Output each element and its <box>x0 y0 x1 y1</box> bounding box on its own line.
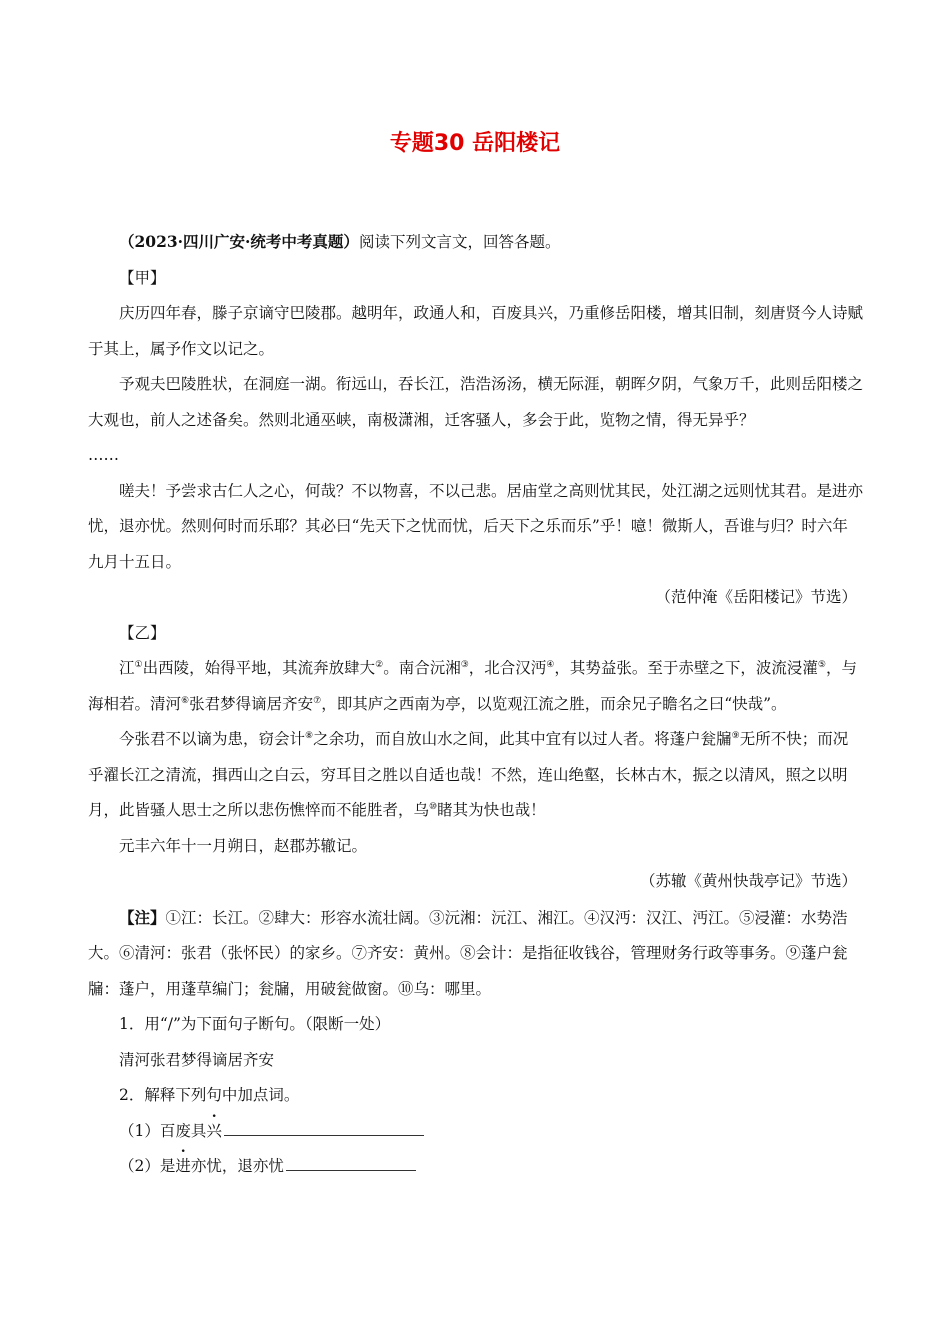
footnote-marker: ⑥ <box>181 695 190 706</box>
exam-source: （2023·四川广安·统考中考真题） <box>119 232 359 251</box>
jia-paragraph-3: 嗟夫！予尝求古仁人之心，何哉？不以物喜，不以己悲。居庙堂之高则忧其民，处江湖之远则忧其君。是进亦忧，退亦忧。然则何时而乐耶？其必曰“先天下之忧而忧，后天下之乐而乐”乎！噫！微斯人，吾谁与归？时六年九月十五日。 <box>88 481 864 571</box>
jia-paragraph-1: 庆历四年春，滕子京谪守巴陵郡。越明年，政通人和，百废具兴，乃重修岳阳楼，增其旧制，刻唐贤今人诗赋于其上，属予作文以记之。 <box>88 304 864 358</box>
document-body <box>88 224 863 1185</box>
intro-line <box>88 224 863 261</box>
yi-text: 无所不快；而况乎濯长江之清流，揖西山之白云，穷耳目之胜以自适也哉！不然，连山绝壑，长林古木，振之以清风，照之以明月，此皆骚人思士之所以悲伤憔悴而不能胜者，乌 <box>88 730 849 819</box>
yi-text: ，即其庐之西南为亭，以览观江流之胜，而余兄子瞻名之曰“快哉”。 <box>321 694 787 713</box>
section-yi-label: 【乙】 <box>119 623 166 642</box>
question-2: 2．解释下列句中加点词。 <box>119 1086 300 1104</box>
yi-text: 江 <box>119 659 135 677</box>
footnote-marker: ③ <box>460 660 469 670</box>
question-2-item-1 <box>88 1114 863 1150</box>
yi-text: ，与海相若。清河 <box>88 659 857 713</box>
annotation-label: 【注】 <box>119 907 166 927</box>
jia-source: （范仲淹《岳阳楼记》节选） <box>655 588 857 606</box>
jia-ellipsis: …… <box>88 446 119 464</box>
footnote-marker: ⑦ <box>313 695 322 706</box>
annotation-text: ①江：长江。②肆大：形容水流壮阔。③沅湘：沅江、湘江。④汉沔：汉江、沔江。⑤浸灌：水势浩大。⑥清河：张君（张怀民）的家乡。⑦齐安：黄州。⑧会计：是指征收钱谷，管理财务行政等事务。⑨蓬户瓮牖：蓬户，用蓬草编门；瓮牖，用破瓮做窗。⑩乌：哪里。 <box>88 908 848 998</box>
item-text: 百废 <box>159 1121 191 1140</box>
yi-text: 今张君不以谪为患，窃会计 <box>119 730 306 748</box>
page-title: 专题30 岳阳楼记 <box>389 131 561 156</box>
footnote-marker: ⑨ <box>731 731 740 741</box>
item-number: （1） <box>119 1121 160 1140</box>
annotation <box>88 900 863 1008</box>
yi-paragraph-3: 元丰六年十一月朔日，赵郡苏辙记。 <box>119 836 368 855</box>
dotted-word: 具 <box>190 1121 207 1140</box>
item-number: （2） <box>119 1157 160 1175</box>
yi-text: 之余功，而自放山水之间，此其中宜有以过人者。将蓬户瓮牖 <box>313 730 732 748</box>
item-text: 兴 <box>206 1121 222 1140</box>
footnote-marker: ⑤ <box>817 660 826 670</box>
question-1: 1．用“/”为下面句子断句。（限断一处） <box>119 1015 391 1033</box>
yi-text: ，北合汉沔 <box>468 659 547 677</box>
question-1-sentence: 清河张君梦得谪居齐安 <box>119 1050 275 1069</box>
footnote-marker: ⑩ <box>429 802 438 812</box>
question-2-item-2 <box>88 1149 863 1185</box>
footnote-marker: ① <box>134 660 143 670</box>
yi-paragraph-2 <box>88 722 863 829</box>
section-jia-label: 【甲】 <box>119 268 166 287</box>
footnote-marker: ④ <box>546 660 555 670</box>
yi-text: ，其势益张。至于赤壁之下，波流浸灌 <box>554 659 818 677</box>
yi-source: （苏辙《黄州快哉亭记》节选） <box>639 872 857 890</box>
answer-blank[interactable] <box>224 1117 424 1136</box>
item-text: 进亦忧，退亦忧 <box>175 1157 284 1175</box>
dotted-word: 是 <box>159 1157 176 1175</box>
yi-text: 出西陵，始得平地，其流奔放肆大 <box>142 659 376 677</box>
yi-paragraph-1 <box>88 651 863 722</box>
footnote-marker: ⑧ <box>305 731 314 741</box>
yi-text: 睹其为快也哉！ <box>437 801 546 819</box>
yi-text: 。南合沅湘 <box>383 659 461 677</box>
answer-blank[interactable] <box>286 1152 416 1171</box>
instruction: 阅读下列文言文，回答各题。 <box>358 233 561 251</box>
jia-paragraph-2: 予观夫巴陵胜状，在洞庭一湖。衔远山，吞长江，浩浩汤汤，横无际涯，朝晖夕阴，气象万千，此则岳阳楼之大观也，前人之述备矣。然则北通巫峡，南极潇湘，迁客骚人，多会于此，览物之情，得无异乎？ <box>88 375 864 429</box>
yi-text: 张君梦得谪居齐安 <box>189 694 314 713</box>
footnote-marker: ② <box>375 660 384 670</box>
